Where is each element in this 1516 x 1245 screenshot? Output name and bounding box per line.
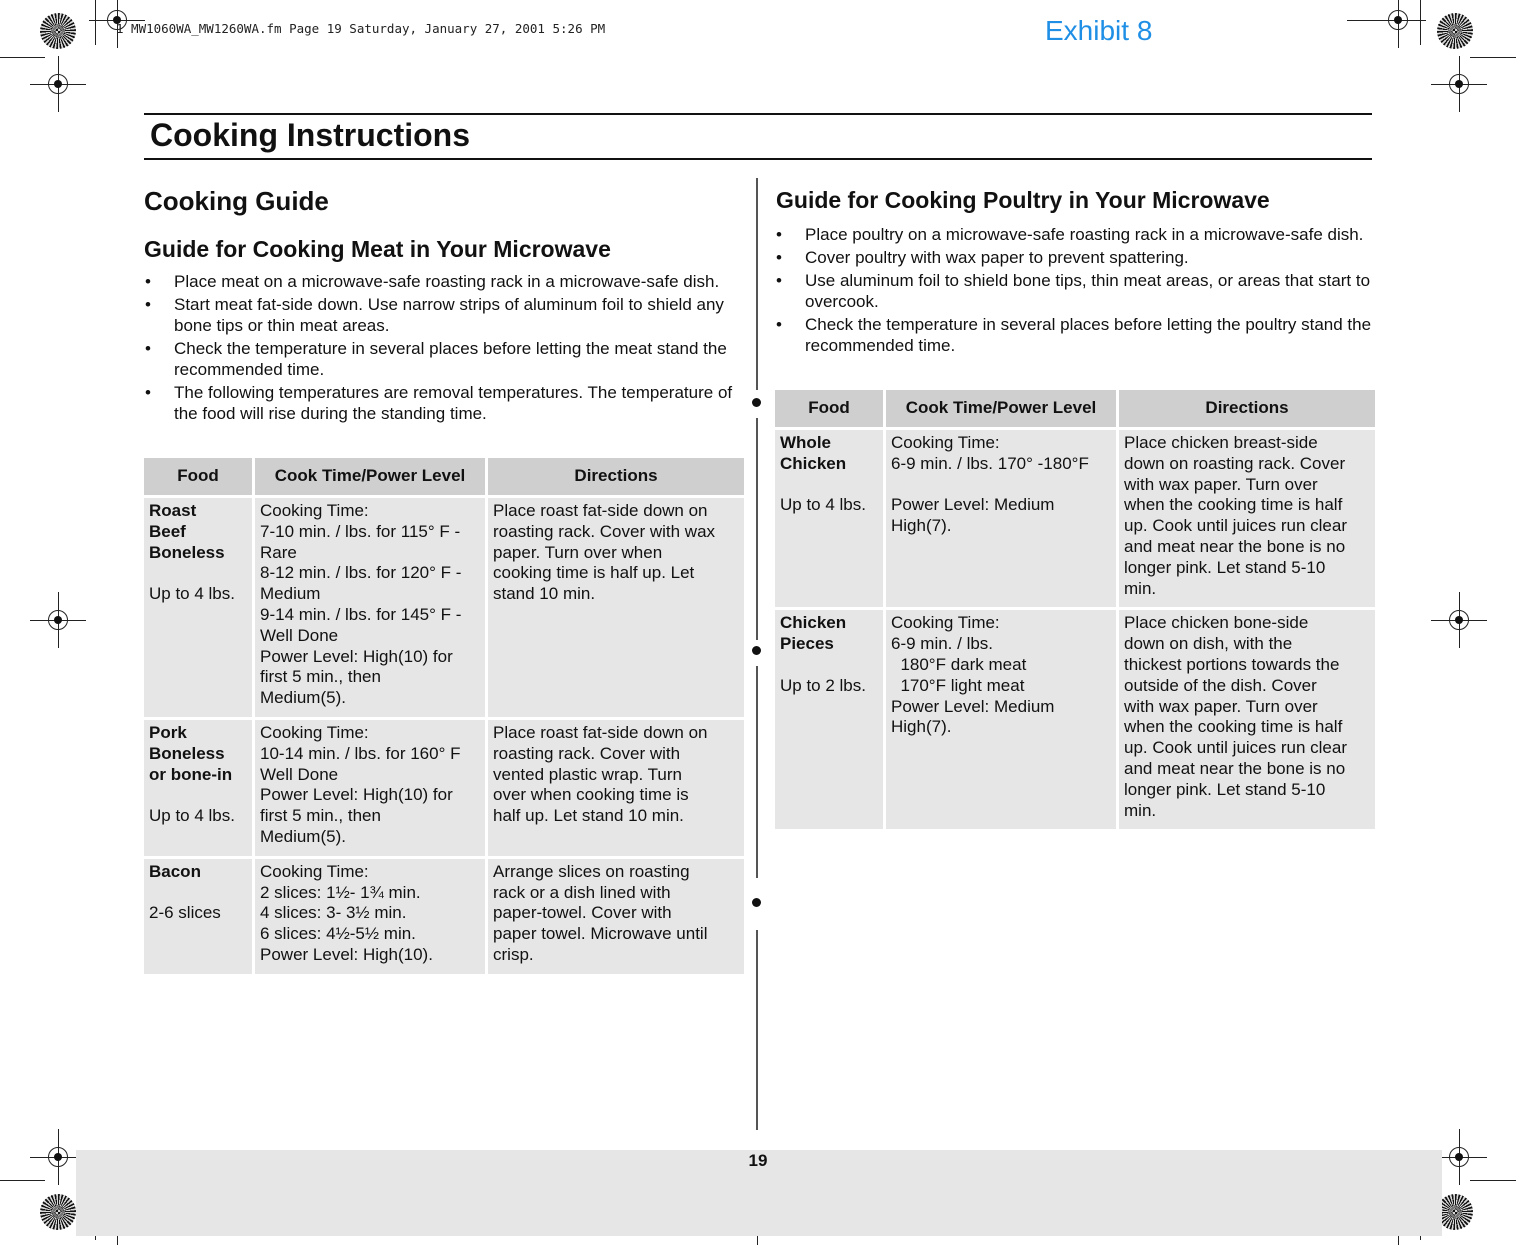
directions-line: longer pink. Let stand 5-10 — [1124, 779, 1326, 799]
directions-line: Place chicken bone-side — [1124, 613, 1309, 633]
column-header-cook-time: Cook Time/Power Level — [886, 390, 1116, 427]
color-bar-star-icon — [40, 1194, 76, 1230]
cook-line: Power Level: High(10). — [260, 944, 433, 964]
list-item: • Cover poultry with wax paper to prevent spattering. — [776, 247, 1376, 268]
cook-line: 180°F dark meat — [891, 654, 1027, 674]
directions-line: up. Cook until juices run clear — [1124, 738, 1348, 758]
cook-line: 4 slices: 3- 3½ min. — [260, 903, 407, 923]
cook-line: 6 slices: 4½-5½ min. — [260, 924, 416, 944]
cook-line: Cooking Time: — [891, 613, 1000, 633]
column-divider — [756, 178, 758, 390]
food-name: Chicken — [780, 613, 847, 633]
column-divider — [756, 666, 758, 878]
directions-cell — [488, 720, 744, 856]
cook-line: High(7). — [891, 516, 952, 536]
exhibit-label: Exhibit 8 — [1045, 15, 1153, 46]
cook-line: 170°F light meat — [891, 675, 1025, 695]
cook-line: Well Done — [260, 764, 339, 784]
directions-cell — [1119, 610, 1375, 829]
crop-mark — [1470, 1180, 1516, 1181]
food-name: Whole — [780, 433, 831, 452]
cook-time-cell — [255, 720, 485, 856]
list-item: • Use aluminum foil to shield bone tips, thin meat areas, or areas that start to overcook. — [776, 270, 1376, 312]
directions-line: when the cooking time is half — [1124, 495, 1343, 515]
column-header-directions: Directions — [488, 458, 744, 495]
directions-line: stand 10 min. — [493, 584, 596, 604]
color-bar-star-icon — [1437, 1194, 1473, 1230]
title-top-rule — [144, 113, 1372, 115]
poultry-table — [772, 387, 1378, 832]
poultry-bullet-list — [776, 224, 1376, 358]
directions-line: min. — [1124, 800, 1157, 820]
poultry-guide-title: Guide for Cooking Poultry in Your Microwave — [776, 187, 1270, 213]
divider-dot — [752, 398, 761, 407]
list-item: • Place meat on a microwave-safe roasting rack in a microwave-safe dish. — [145, 271, 745, 292]
cook-line — [891, 475, 1111, 496]
title-bottom-rule — [144, 158, 1372, 160]
directions-line: down on dish, with the — [1124, 634, 1293, 654]
meat-table — [141, 455, 747, 977]
cook-line: Cooking Time: — [260, 501, 369, 520]
cook-line: Power Level: Medium — [891, 495, 1055, 515]
food-name: Pork — [149, 722, 187, 742]
crop-mark — [95, 0, 96, 45]
cook-line: Power Level: High(10) for — [260, 646, 453, 666]
column-divider — [756, 418, 758, 640]
directions-line: when the cooking time is half — [1124, 717, 1343, 737]
directions-line: rack or a dish lined with — [493, 882, 671, 902]
food-name: Chicken — [780, 453, 847, 473]
cook-time-cell — [886, 430, 1116, 607]
directions-line: thickest portions towards the — [1124, 654, 1340, 674]
food-name: Beef — [149, 521, 186, 541]
table-header-row — [775, 390, 1375, 427]
cook-line: Cooking Time: — [260, 722, 369, 742]
directions-line: over when cooking time is — [493, 785, 689, 805]
crop-mark — [0, 57, 45, 58]
directions-line: and meat near the bone is no — [1124, 758, 1346, 778]
directions-cell — [488, 498, 744, 717]
directions-line: down on roasting rack. Cover — [1124, 453, 1346, 473]
cook-line: High(7). — [891, 717, 952, 737]
food-name: Pieces — [780, 634, 834, 654]
directions-line: paper towel. Microwave until — [493, 924, 708, 944]
crop-mark — [0, 1180, 45, 1181]
table-header-row — [144, 458, 744, 495]
food-name: or bone-in — [149, 764, 233, 784]
directions-cell — [488, 859, 744, 974]
cook-time-cell — [255, 498, 485, 717]
divider-dot — [752, 898, 761, 907]
column-header-cook-time: Cook Time/Power Level — [255, 458, 485, 495]
directions-line: outside of the dish. Cover — [1124, 675, 1317, 695]
directions-line: roasting rack. Cover with wax — [493, 521, 716, 541]
page-number: 19 — [748, 1151, 768, 1170]
directions-line: Place chicken breast-side — [1124, 433, 1318, 452]
cook-line: Medium(5). — [260, 826, 346, 846]
food-quantity: Up to 4 lbs. — [149, 806, 235, 826]
crop-mark — [1347, 20, 1377, 21]
meat-bullet-list — [145, 271, 745, 426]
directions-line: with wax paper. Turn over — [1124, 474, 1318, 494]
directions-line: half up. Let stand 10 min. — [493, 806, 684, 826]
directions-cell — [1119, 430, 1375, 607]
table-row — [775, 430, 1375, 607]
cook-time-cell — [255, 859, 485, 974]
crop-mark — [1420, 0, 1421, 45]
column-header-directions: Directions — [1119, 390, 1375, 427]
directions-line: paper. Turn over when — [493, 542, 663, 562]
cook-line: first 5 min., then — [260, 667, 381, 687]
food-cell — [144, 720, 252, 856]
directions-line: cooking time is half up. Let — [493, 563, 695, 583]
section-title: Cooking Guide — [144, 186, 329, 216]
cook-line: Cooking Time: — [891, 433, 1000, 452]
food-cell — [775, 430, 883, 607]
directions-line: paper-towel. Cover with — [493, 903, 672, 923]
directions-line: longer pink. Let stand 5-10 — [1124, 557, 1326, 577]
directions-line: Place roast fat-side down on — [493, 501, 708, 520]
directions-line: up. Cook until juices run clear — [1124, 516, 1348, 536]
food-quantity: Up to 4 lbs. — [780, 495, 866, 515]
food-name: Boneless — [149, 743, 225, 763]
directions-line: min. — [1124, 578, 1157, 598]
food-quantity: Up to 2 lbs. — [780, 675, 866, 695]
food-name: Boneless — [149, 542, 225, 562]
directions-line: with wax paper. Turn over — [1124, 696, 1318, 716]
table-row — [144, 498, 744, 717]
color-bar-star-icon — [1437, 13, 1473, 49]
list-item: • Place poultry on a microwave-safe roasting rack in a microwave-safe dish. — [776, 224, 1376, 245]
table-row — [144, 720, 744, 856]
cook-line: Power Level: Medium — [891, 696, 1055, 716]
directions-line: Arrange slices on roasting — [493, 861, 690, 881]
list-item: • Check the temperature in several places before letting the poultry stand the recommended time. — [776, 314, 1376, 356]
cook-line: 6-9 min. / lbs. — [891, 634, 994, 654]
cook-line: Well Done — [260, 625, 339, 645]
column-header-food: Food — [775, 390, 883, 427]
directions-line: roasting rack. Cover with — [493, 743, 681, 763]
cook-line: Power Level: High(10) for — [260, 785, 453, 805]
column-header-food: Food — [144, 458, 252, 495]
directions-line: crisp. — [493, 944, 534, 964]
page-title: Cooking Instructions — [150, 117, 470, 153]
food-cell — [144, 498, 252, 717]
directions-line: and meat near the bone is no — [1124, 536, 1346, 556]
cook-line: 8-12 min. / lbs. for 120° F - — [260, 563, 462, 583]
list-item: • Start meat fat-side down. Use narrow strips of aluminum foil to shield any bone tips or thin meat areas. — [145, 294, 745, 336]
cook-line: Cooking Time: — [260, 861, 369, 881]
list-item: • The following temperatures are removal temperatures. The temperature of the food will rise during the standing time. — [145, 382, 745, 424]
cook-line: 10-14 min. / lbs. for 160° F — [260, 743, 461, 763]
food-cell — [775, 610, 883, 829]
cook-line: Medium — [260, 584, 321, 604]
divider-dot — [752, 646, 761, 655]
food-name: Roast — [149, 501, 197, 520]
cook-line: 2 slices: 1½- 1¾ min. — [260, 882, 421, 902]
column-divider — [756, 930, 758, 1130]
food-cell — [144, 859, 252, 974]
frame-file-header: 1 MW1060WA_MW1260WA.fm Page 19 Saturday, January 27, 2001 5:26 PM — [116, 21, 606, 36]
crop-mark — [1470, 57, 1516, 58]
table-row — [775, 610, 1375, 829]
list-item: • Check the temperature in several places before letting the meat stand the recommended time. — [145, 338, 745, 380]
cook-line: 6-9 min. / lbs. 170° -180°F — [891, 453, 1089, 473]
meat-guide-title: Guide for Cooking Meat in Your Microwave — [144, 236, 611, 262]
cook-line: Rare — [260, 542, 297, 562]
food-quantity: 2-6 slices — [149, 903, 221, 923]
directions-line: Place roast fat-side down on — [493, 722, 708, 742]
food-quantity: Up to 4 lbs. — [149, 584, 235, 604]
cook-line: Medium(5). — [260, 688, 346, 708]
color-bar-star-icon — [40, 13, 76, 49]
table-row — [144, 859, 744, 974]
cook-line: 7-10 min. / lbs. for 115° F - — [260, 521, 461, 541]
cook-line: 9-14 min. / lbs. for 145° F - — [260, 604, 462, 624]
cook-time-cell — [886, 610, 1116, 829]
directions-line: vented plastic wrap. Turn — [493, 764, 682, 784]
food-name: Bacon — [149, 861, 201, 881]
cook-line: first 5 min., then — [260, 806, 381, 826]
